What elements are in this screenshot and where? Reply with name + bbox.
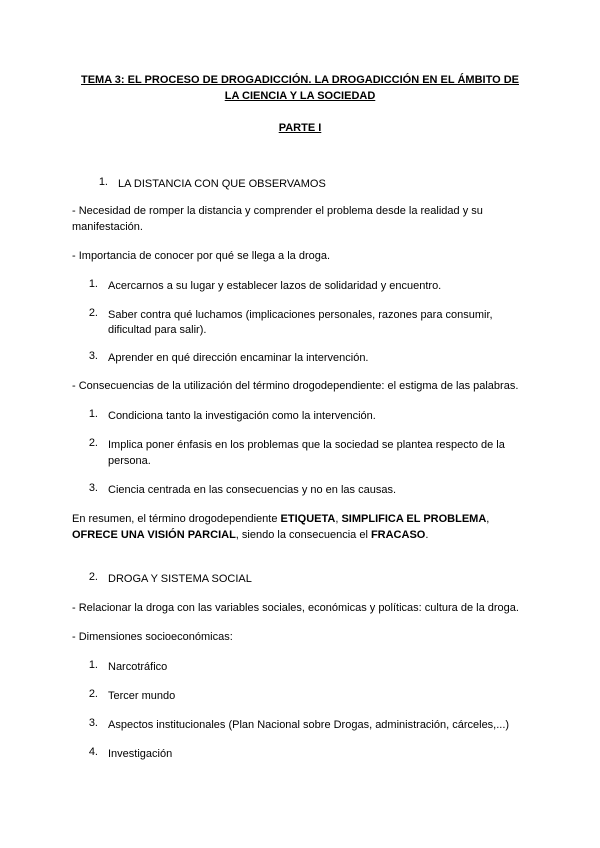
list3-item4-text: Investigación: [108, 748, 173, 760]
section2-paragraph1: - Relacionar la droga con las variables sociales, económicas y políticas: cultura de la droga.: [72, 602, 519, 614]
list3-item3-text: Aspectos institucionales (Plan Nacional sobre Drogas, administración, cárceles,...): [108, 719, 510, 731]
list3-item2-text: Tercer mundo: [108, 690, 176, 702]
section1-heading: LA DISTANCIA CON QUE OBSERVAMOS: [118, 178, 326, 190]
list2-item2-text-line2: persona.: [108, 455, 151, 467]
document-title-line2: LA CIENCIA Y LA SOCIEDAD: [224, 90, 376, 102]
list1-item2-text-line2: dificultad para salir).: [108, 324, 207, 336]
summary-etiqueta: ETIQUETA: [280, 513, 336, 525]
summary-text-c: ,: [335, 513, 342, 525]
list2-item3-text: Ciencia centrada en las consecuencias y no en las causas.: [108, 484, 397, 496]
section1-paragraph3: - Consecuencias de la utilización del término drogodependiente: el estigma de las palabras.: [72, 380, 519, 392]
part-heading: PARTE I: [278, 122, 322, 134]
list3-item4-number: 4.: [88, 746, 98, 758]
list2-item2-text-line1: Implica poner énfasis en los problemas que la sociedad se plantea respecto de la: [108, 439, 505, 451]
list2-item2-number: 2.: [88, 437, 98, 449]
list1-item2-number: 2.: [88, 307, 98, 319]
summary-line2: [72, 528, 428, 543]
list3-item3-number: 3.: [88, 717, 98, 729]
list1-item3-number: 3.: [88, 350, 98, 362]
list1-item2-text-line1: Saber contra qué luchamos (implicaciones personales, razones para consumir,: [108, 309, 493, 321]
summary-text-i: .: [425, 529, 429, 541]
summary-fracaso: FRACASO: [370, 529, 426, 541]
section2-heading: DROGA Y SISTEMA SOCIAL: [108, 573, 252, 585]
list2-item1-text: Condiciona tanto la investigación como la intervención.: [108, 410, 376, 422]
list3-item2-number: 2.: [88, 688, 98, 700]
list3-item1-text: Narcotráfico: [108, 661, 168, 673]
section1-paragraph2: - Importancia de conocer por qué se llega a la droga.: [72, 250, 331, 262]
list1-item1-number: 1.: [88, 278, 98, 290]
section1-paragraph1-line2: manifestación.: [72, 221, 143, 233]
section2-number: 2.: [88, 571, 98, 583]
summary-simplifica: SIMPLIFICA EL PROBLEMA: [341, 513, 487, 525]
list2-item1-number: 1.: [88, 408, 98, 420]
list2-item3-number: 3.: [88, 482, 98, 494]
document-title-line1: TEMA 3: EL PROCESO DE DROGADICCIÓN. LA DROGADICCIÓN EN EL ÁMBITO DE: [81, 74, 519, 86]
summary-line1: [72, 512, 489, 527]
summary-text-e: ,: [486, 513, 490, 525]
section1-paragraph1-line1: - Necesidad de romper la distancia y comprender el problema desde la realidad y su: [72, 205, 483, 217]
summary-text-a: En resumen, el término drogodependiente: [72, 513, 281, 525]
section1-number: 1.: [98, 176, 108, 188]
summary-text-g: , siendo la consecuencia el: [235, 529, 371, 541]
summary-ofrece: OFRECE UNA VISIÓN PARCIAL: [72, 529, 236, 541]
list1-item3-text: Aprender en qué dirección encaminar la intervención.: [108, 352, 369, 364]
list1-item1-text: Acercarnos a su lugar y establecer lazos de solidaridad y encuentro.: [108, 280, 442, 292]
list3-item1-number: 1.: [88, 659, 98, 671]
section2-paragraph2: - Dimensiones socioeconómicas:: [72, 631, 233, 643]
